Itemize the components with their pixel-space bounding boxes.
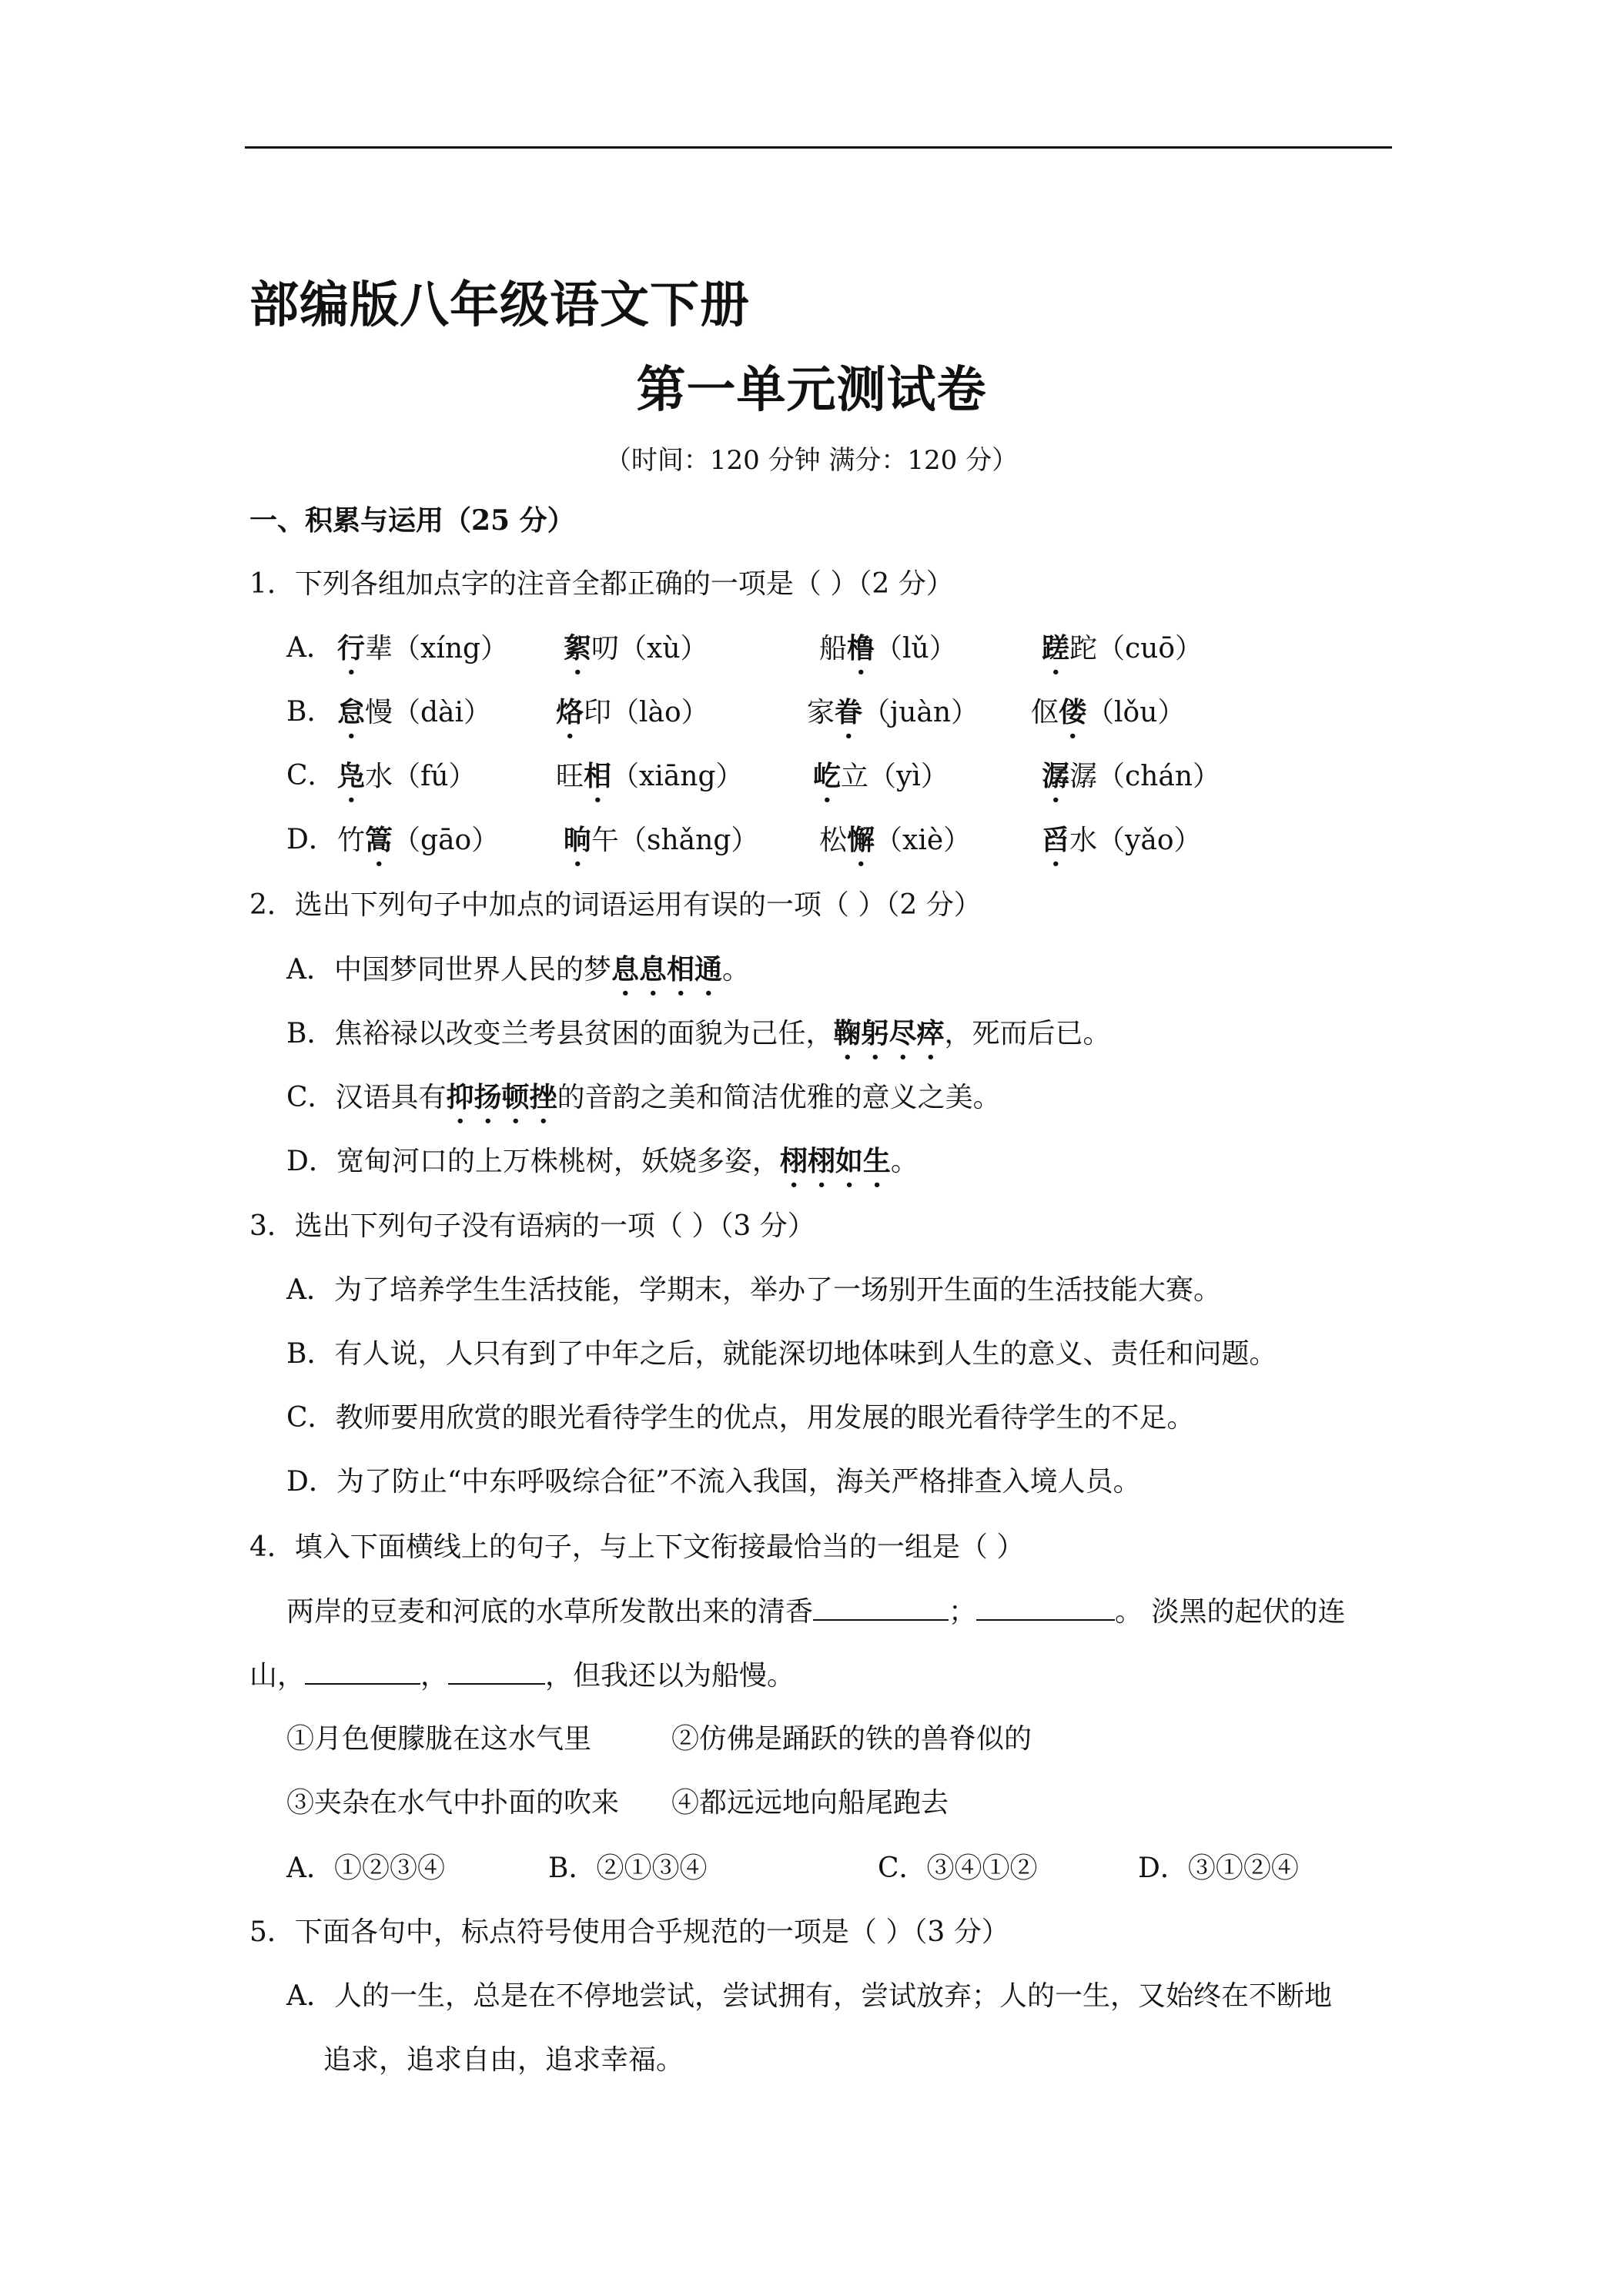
q1-item: 舀水（yǎo） xyxy=(1042,824,1202,856)
q1-item: 蹉跎（cuō） xyxy=(1042,632,1203,664)
q4-answer-a: A．①②③④ xyxy=(286,1853,445,1884)
q1-stem: 1．下列各组加点字的注音全都正确的一项是（ ）（2 分） xyxy=(249,568,954,600)
page-title-line2: 第一单元测试卷 xyxy=(636,362,987,419)
header-rule xyxy=(245,146,1392,149)
q4-passage-line2: 山， ， ，但我还以为船慢。 xyxy=(249,1657,795,1695)
q1-item: 家眷（juàn） xyxy=(807,696,979,728)
q4-item-1: ①月色便朦胧在这水气里 xyxy=(286,1723,592,1755)
q1-item: 伛偻（lǒu） xyxy=(1031,696,1186,728)
section-heading: 一、积累与运用（25 分） xyxy=(249,504,575,537)
fill-blank xyxy=(813,1593,949,1621)
q1-item: 松懈（xiè） xyxy=(819,824,972,856)
q1-row-label: D． xyxy=(286,824,336,855)
q5-option-a-line1: A．人的一生，总是在不停地尝试，尝试拥有，尝试放弃；人的一生，又始终在不断地 xyxy=(286,1980,1332,2012)
q5-stem: 5．下面各句中，标点符号使用合乎规范的一项是（ ）（3 分） xyxy=(249,1916,1009,1948)
fill-blank xyxy=(305,1657,420,1685)
q3-option-c: C．教师要用欣赏的眼光看待学生的优点，用发展的眼光看待学生的不足。 xyxy=(286,1402,1195,1434)
q1-item: 旺相（xiāng） xyxy=(556,760,744,792)
fill-blank xyxy=(976,1593,1115,1621)
q4-stem: 4．填入下面横线上的句子，与上下文衔接最恰当的一组是（ ） xyxy=(249,1531,1025,1563)
q1-item: 船橹（lǔ） xyxy=(819,632,957,664)
q3-option-d: D．为了防止“中东呼吸综合征”不流入我国，海关严格排查入境人员。 xyxy=(286,1466,1141,1498)
q3-option-b: B．有人说，人只有到了中年之后，就能深切地体味到人生的意义、责任和问题。 xyxy=(286,1338,1277,1370)
q3-option-a: A．为了培养学生生活技能，学期末，举办了一场别开生面的生活技能大赛。 xyxy=(286,1274,1221,1306)
q4-item-4: ④都远远地向船尾跑去 xyxy=(671,1787,949,1819)
q1-item: 行辈（xíng） xyxy=(337,632,509,664)
q2-stem: 2．选出下列句子中加点的词语运用有误的一项（ ）（2 分） xyxy=(249,889,982,921)
q1-item: 怠慢（dài） xyxy=(337,696,492,728)
q2-option-c: C．汉语具有抑扬顿挫的音韵之美和简洁优雅的意义之美。 xyxy=(286,1081,1001,1113)
q4-answer-b: B．②①③④ xyxy=(548,1853,708,1884)
q1-row-label: C． xyxy=(286,760,336,792)
q4-item-3: ③夹杂在水气中扑面的吹来 xyxy=(286,1787,620,1819)
q1-row-label: B． xyxy=(286,696,335,728)
q4-item-2: ②仿佛是踊跃的铁的兽脊似的 xyxy=(671,1723,1032,1755)
q3-stem: 3．选出下列句子没有语病的一项（ ）（3 分） xyxy=(249,1210,815,1242)
q1-row-label: A． xyxy=(286,632,334,664)
exam-info: （时间：120 分钟 满分：120 分） xyxy=(604,445,1019,476)
q5-option-a-line2: 追求，追求自由，追求幸福。 xyxy=(323,2044,684,2076)
q2-option-b: B．焦裕禄以改变兰考县贫困的面貌为己任，鞠躬尽瘁，死而后已。 xyxy=(286,1017,1111,1049)
q1-item: 晌午（shǎng） xyxy=(564,824,759,856)
q4-answer-c: C．③④①② xyxy=(878,1853,1038,1884)
q1-item: 屹立（yì） xyxy=(813,760,949,792)
q2-option-a: A．中国梦同世界人民的梦息息相通。 xyxy=(286,953,751,986)
q1-item: 烙印（lào） xyxy=(556,696,709,728)
q2-option-d: D．宽甸河口的上万株桃树，妖娆多姿，栩栩如生。 xyxy=(286,1145,919,1177)
page-title-line1: 部编版八年级语文下册 xyxy=(249,277,750,334)
fill-blank xyxy=(448,1657,545,1685)
q1-item: 凫水（fú） xyxy=(337,760,477,792)
q1-item: 竹篙（gāo） xyxy=(337,824,500,856)
q4-passage-line1: 两岸的豆麦和河底的水草所发散出来的清香 ； 。 淡黑的起伏的连 xyxy=(286,1593,1345,1631)
q4-answer-d: D．③①②④ xyxy=(1138,1853,1299,1884)
q1-item: 潺潺（chán） xyxy=(1042,760,1221,792)
q1-item: 絮叨（xù） xyxy=(564,632,708,664)
